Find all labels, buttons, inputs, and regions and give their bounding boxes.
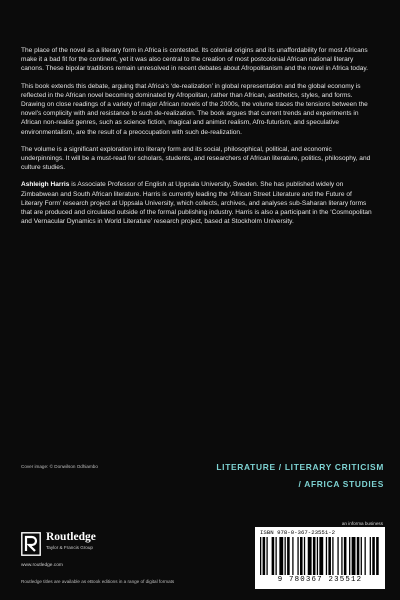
barcode-bar [260,537,261,575]
barcode-bar [370,537,371,575]
cover-image-credit: Cover image: © Donwilson Odhiambo [21,464,98,469]
barcode-bar [328,537,331,575]
barcode-bar [317,537,318,575]
author-name: Ashleigh Harris [21,181,70,189]
barcode-area [255,521,385,589]
blurb-paragraph-2: This book extends this debate, arguing that Africa’s ‘de-realization’ in global representation and the global economy is reflected in the African novel becoming dominated by Afropolitan, rather than African, aesthetics, styles, and forms. Drawing on close readings of a variety of major African novels of the 2000s, the volume traces the tensions between the novel’s complicity with and resistance to such de-realization. The book argues that current trends and experiments in African non-realist genres, such as science fiction, magical and animist realism, Afro-futurism, and speculative environmentalism, are the result of a preoccupation with such de-realization. [21,82,368,136]
barcode-bar [349,537,350,575]
barcode-bar [266,537,267,575]
barcode-bar [341,537,342,575]
author-bio [21,180,373,226]
barcode-bar [357,537,360,575]
isbn-label: ISBN 978-0-367-23551-2 [260,529,336,536]
barcode-icon [260,537,380,575]
barcode-bar [313,537,316,575]
informa-tagline: an informa business [341,521,383,526]
barcode-bar [300,537,303,575]
barcode-bar [319,537,323,575]
publisher-website: www.routledge.com [21,563,63,568]
subject-line-1: LITERATURE / LITERARY CRITICISM [216,462,384,472]
barcode-bar [292,537,293,575]
barcode-number: 9 780367 235512 [277,576,363,584]
barcode-bar [272,537,275,575]
barcode-bar [326,537,327,575]
publisher-name: Routledge [46,531,96,543]
subject-categories [216,459,384,493]
barcode-bar [263,537,266,575]
barcode-bar [376,537,379,575]
author-bio-text: is Associate Professor of English at Uppsala University, Sweden. She has published widely on Zimbabwean and South African literature. Harris is currently leading the ‘African Street Literature and the Future of Literary Form’ research project at Uppsala University, which collects, archives, and analyses sub-Saharan literary forms that are produced and circulated outside of the formal publishing industry. Harris is also a participant in the ‘Cosmopolitan and Vernacular Dynamics in World Literature’ research project, based at Stockholm University. [21,181,372,226]
routledge-r-icon [21,532,41,556]
blurb-paragraph-3: The volume is a significant exploration into literary form and its social, philosophical, political, and economic underpinnings. It will be a must-read for scholars, students, and researchers of African literature, politics, philosophy, and culture studies. [21,145,371,172]
barcode-card [255,527,385,589]
barcode-bar [365,537,366,575]
barcode-bar [352,537,356,575]
publisher-group: Taylor & Francis Group [46,545,93,550]
barcode-bar [337,537,338,575]
barcode-bar [287,537,290,575]
barcode-bar [279,537,283,575]
barcode-bar [332,537,333,575]
barcode-bar [304,537,305,575]
barcode-bar [275,537,276,575]
barcode-bar [297,537,298,575]
barcode-bar [372,537,375,575]
barcode-bar [308,537,312,575]
publisher-logo [21,531,141,559]
ebook-note: Routledge titles are available as eBook editions in a range of digital formats [21,579,175,584]
barcode-bar [285,537,286,575]
subject-line-2: / AFRICA STUDIES [298,479,384,489]
blurb-paragraph-1: The place of the novel as a literary form in Africa is contested. Its colonial origins and its unaffordability for most Africans make it a bad fit for the continent, yet it was also central to the creation of most postcolonial African national literary canons. These bipolar traditions remain unresolved in recent debates about Afropolitanism and the novel in Africa today. [21,47,368,73]
blurb [21,46,373,234]
barcode-bar [344,537,347,575]
barcode-bar [361,537,362,575]
